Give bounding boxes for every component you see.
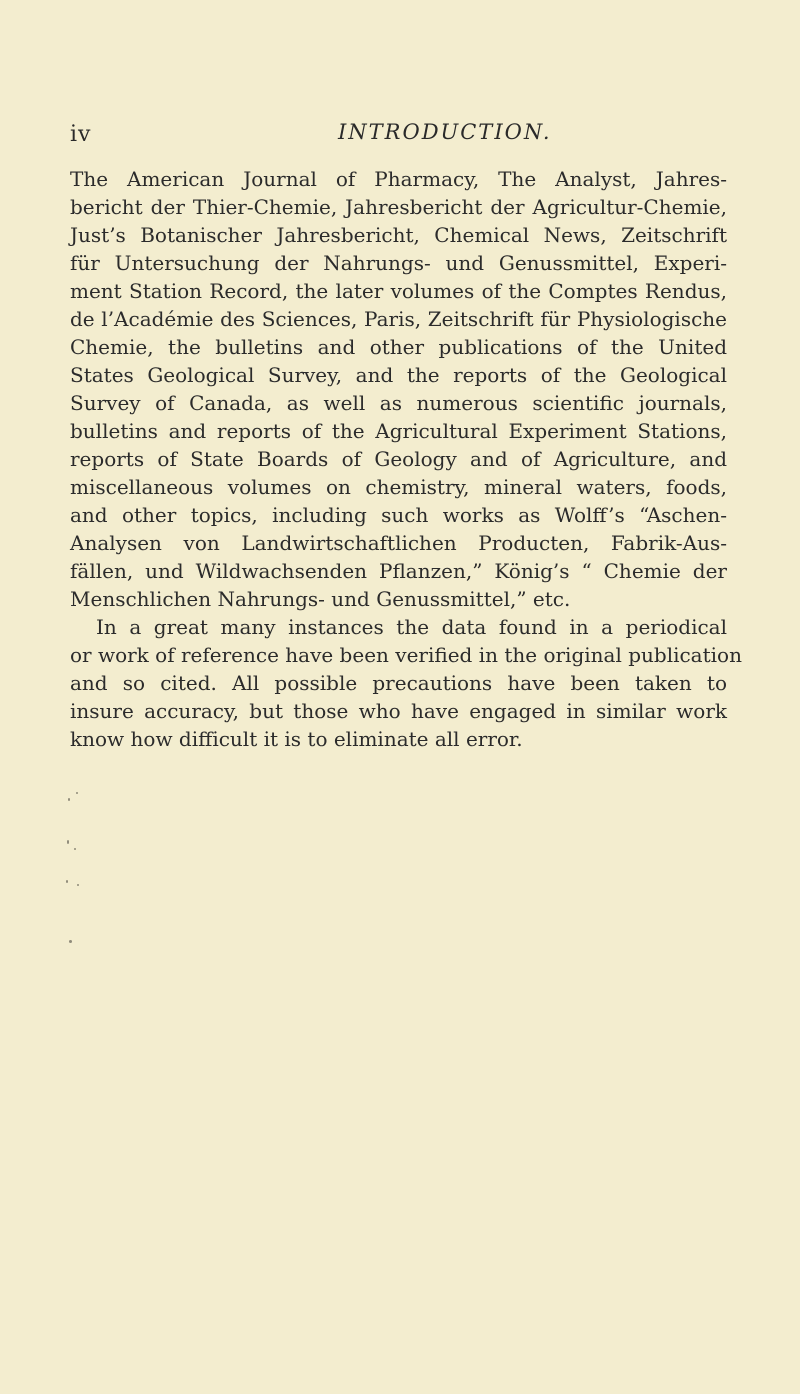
paper-speck bbox=[76, 792, 78, 794]
paper-speck bbox=[74, 848, 76, 850]
text-line: bulletins and reports of the Agricultural Experiment Stations, bbox=[70, 419, 727, 443]
text-line: Survey of Canada, as well as numerous scientific journals, bbox=[70, 391, 727, 415]
text-line: or work of reference have been verified in the original publication bbox=[70, 643, 742, 667]
text-line: and so cited. All possible precautions have been taken to bbox=[70, 671, 727, 695]
body-text bbox=[70, 165, 742, 753]
text-line: The American Journal of Pharmacy, The Analyst, Jahres- bbox=[70, 167, 727, 191]
paper-speck bbox=[69, 940, 72, 943]
paper-speck bbox=[66, 880, 68, 883]
text-line: insure accuracy, but those who have engaged in similar work bbox=[70, 699, 727, 723]
text-line: für Untersuchung der Nahrungs- und Genussmittel, Experi- bbox=[70, 251, 727, 275]
text-line: In a great many instances the data found in a periodical bbox=[96, 615, 727, 639]
page-number: iv bbox=[70, 122, 92, 147]
text-line: know how difficult it is to eliminate all error. bbox=[70, 727, 523, 751]
text-line: bericht der Thier-Chemie, Jahresbericht der Agricultur-Chemie, bbox=[70, 195, 727, 219]
text-line: de l’Académie des Sciences, Paris, Zeitschrift für Physiologische bbox=[70, 307, 727, 331]
text-line: Chemie, the bulletins and other publications of the United bbox=[70, 335, 727, 359]
running-title: INTRODUCTION. bbox=[338, 120, 552, 144]
text-line: States Geological Survey, and the reports of the Geological bbox=[70, 363, 727, 387]
text-line: ment Station Record, the later volumes of the Comptes Rendus, bbox=[70, 279, 727, 303]
paper-speck bbox=[67, 840, 69, 844]
paper-speck bbox=[68, 798, 70, 801]
text-line: and other topics, including such works as Wolff’s “Aschen- bbox=[70, 503, 727, 527]
paper-specks bbox=[66, 790, 96, 940]
text-line: Menschlichen Nahrungs- und Genussmittel,” etc. bbox=[70, 587, 571, 611]
text-line: reports of State Boards of Geology and of Agriculture, and bbox=[70, 447, 727, 471]
paper-speck bbox=[77, 884, 79, 886]
text-line: fällen, und Wildwachsenden Pflanzen,” König’s “ Chemie der bbox=[70, 559, 727, 583]
text-line: Analysen von Landwirtschaftlichen Producten, Fabrik-Aus- bbox=[70, 531, 727, 555]
text-line: miscellaneous volumes on chemistry, mineral waters, foods, bbox=[70, 475, 727, 499]
text-line: Just’s Botanischer Jahresbericht, Chemical News, Zeitschrift bbox=[70, 223, 727, 247]
